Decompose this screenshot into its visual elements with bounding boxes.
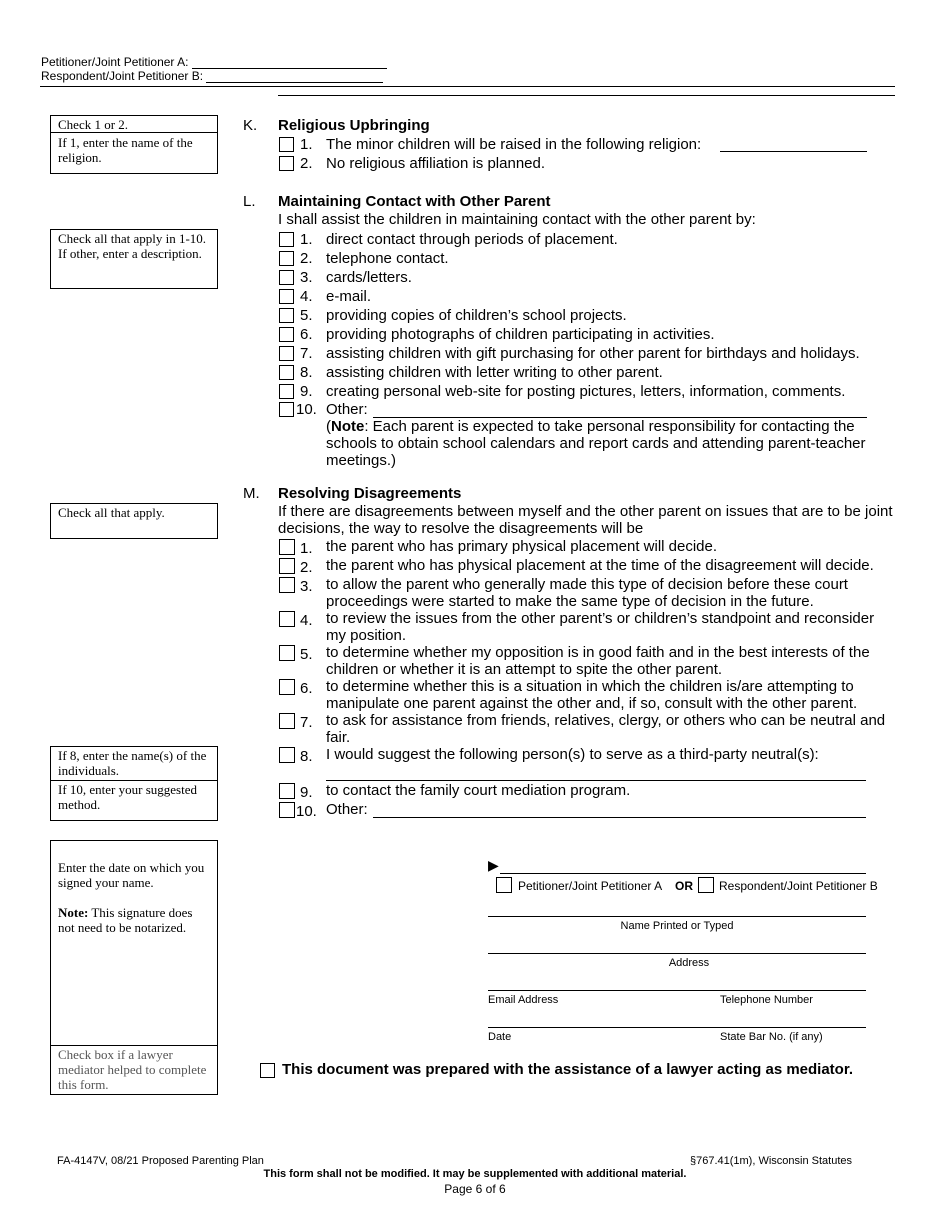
section-l-item-5-checkbox[interactable] [279,308,294,323]
party-b-checkbox[interactable] [698,877,714,893]
respondent-header [41,69,383,83]
phone-label: Telephone Number [720,994,813,1006]
section-m-item-5-text: to determine whether my opposition is in good faith and in the best interests of the children or whether it is an attempt to spite the other parent. [326,644,870,678]
mediator-instruction: Check box if a lawyer mediator helped to complete this form. [58,1047,207,1092]
section-l-item-2-text: telephone contact. [326,250,449,267]
neutral-names-input-line[interactable] [326,780,866,781]
section-l-item-9-number: 9. [300,383,313,400]
petitioner-header [41,55,387,69]
mediator-checkbox[interactable] [260,1063,275,1078]
section-m-item-2-checkbox[interactable] [279,558,295,574]
section-m-item-7-text: to ask for assistance from friends, relatives, clergy, or others who can be neutral and fair. [326,712,886,746]
party-a-checkbox[interactable] [496,877,512,893]
date-label: Date [488,1031,512,1043]
section-l-item-8-text: assisting children with letter writing to other parent. [326,364,663,381]
section-l-item-5-number: 5. [300,307,313,324]
section-m-item-4-text: to review the issues from the other parent’s or children’s standpoint and reconsider my position. [326,610,875,644]
form-id: FA-4147V, 08/21 Proposed Parenting Plan [57,1155,264,1167]
section-m-item-3-text: to allow the parent who generally made this type of decision before these court proceedings were started to make the same type of decision in the future. [326,576,848,610]
section-m-item-6-text: to determine whether this is a situation in which the children is/are attempting to manipulate one parent against the other and, if so, consult with the other parent. [326,678,858,712]
section-l-item-9-text: creating personal web-site for posting pictures, letters, information, comments. [326,383,846,400]
section-l-item-7-number: 7. [300,345,313,362]
section-l-item-9-checkbox[interactable] [279,384,294,399]
instruction-k-line1: Check 1 or 2. [51,116,217,133]
section-m-item-10-number: 10. [296,803,317,820]
signature-arrow-icon: ▶ [488,857,499,873]
footer-notice: This form shall not be modified. It may be supplemented with additional material. [263,1168,687,1180]
section-m-item-5-number: 5. [300,646,313,663]
section-m-item-9-number: 9. [300,784,313,801]
section-l-intro: I shall assist the children in maintaining contact with the other parent by: [278,211,756,228]
section-m-item-2-text: the parent who has physical placement at the time of the disagreement will decide. [326,557,874,574]
section-l-title: Maintaining Contact with Other Parent [278,193,551,210]
section-k-item-2-number: 2. [300,155,313,172]
section-l-note-text: : Each parent is expected to take personal responsibility for contacting the schools to obtain school calendars and report cards and attending parent-teacher meetings.) [326,418,866,469]
respondent-label: Respondent/Joint Petitioner B: [41,69,204,83]
section-l-item-3-checkbox[interactable] [279,270,294,285]
section-k-item-1-text: The minor children will be raised in the following religion: [326,136,702,153]
email-label: Email Address [488,994,559,1006]
section-k-item-1-checkbox[interactable] [279,137,294,152]
section-m-item-6-number: 6. [300,680,313,697]
section-m-item-1-checkbox[interactable] [279,539,295,555]
section-m-item-1-number: 1. [300,540,313,557]
section-m-intro: If there are disagreements between myself and the other parent on issues that are to be joint decisions, the way to resolve the disagreements will be [278,503,893,537]
instruction-box-k [50,115,218,174]
instruction-box-signature [50,840,218,1095]
signature-line[interactable] [500,873,866,874]
section-k-item-2-text: No religious affiliation is planned. [326,155,546,172]
section-l-note: (Note: Each parent is expected to take personal responsibility for contacting the schools to obtain school calendars and report cards and attending parent-teacher meetings.) [326,418,866,469]
party-or-label: OR [675,879,693,893]
m-other-input-line[interactable] [373,817,866,818]
section-l-item-1-number: 1. [300,231,313,248]
section-l-item-2-checkbox[interactable] [279,251,294,266]
section-l-item-7-checkbox[interactable] [279,346,294,361]
section-m-item-9-text: to contact the family court mediation program. [326,782,631,799]
section-m-item-3-number: 3. [300,578,313,595]
name-printed-label: Name Printed or Typed [620,920,734,932]
section-m-item-9-checkbox[interactable] [279,783,295,799]
section-l-item-1-text: direct contact through periods of placement. [326,231,618,248]
instruction-m8: If 8, enter the name(s) of the individuals. [51,747,217,781]
respondent-name-line[interactable] [206,82,383,83]
section-m-item-6-checkbox[interactable] [279,679,295,695]
address-label: Address [668,957,710,969]
instruction-m10: If 10, enter your suggested method. [58,782,197,812]
section-m-item-8-text: I would suggest the following person(s) to serve as a third-party neutral(s): [326,746,819,763]
section-l-item-3-number: 3. [300,269,313,286]
petitioner-label: Petitioner/Joint Petitioner A: [41,55,189,69]
section-k-item-1-number: 1. [300,136,313,153]
section-l-item-10-checkbox[interactable] [279,402,294,417]
section-m-item-8-checkbox[interactable] [279,747,295,763]
section-l-item-4-checkbox[interactable] [279,289,294,304]
section-l-letter: L. [243,193,256,210]
header-divider-short [278,95,895,96]
email-phone-line[interactable] [488,990,866,991]
religion-input-line[interactable] [720,151,867,152]
section-l-item-3-text: cards/letters. [326,269,412,286]
party-a-label: Petitioner/Joint Petitioner A [518,879,663,893]
page-number: Page 6 of 6 [444,1182,506,1196]
instruction-k-line2: If 1, enter the name of the religion. [58,135,193,165]
section-l-note-label: Note [331,418,365,435]
section-m-item-10-text: Other: [326,801,368,818]
section-m-item-10-checkbox[interactable] [279,802,295,818]
bar-number-label: State Bar No. (if any) [720,1031,823,1043]
section-k-letter: K. [243,117,258,134]
section-m-item-1-text: the parent who has primary physical placement will decide. [326,538,718,555]
section-m-item-3-checkbox[interactable] [279,577,295,593]
instruction-box-m8-m10 [50,746,218,821]
section-m-letter: M. [243,485,260,502]
name-printed-line[interactable] [488,916,866,917]
statute-ref: §767.41(1m), Wisconsin Statutes [689,1155,852,1167]
instruction-box-l: Check all that apply in 1-10. If other, enter a description. [50,229,218,289]
section-l-item-5-text: providing copies of children’s school projects. [326,307,627,324]
section-k-title: Religious Upbringing [278,117,430,134]
signature-note-text: This signature does not need to be notarized. [58,905,193,935]
address-line[interactable] [488,953,866,954]
header-divider [40,86,895,87]
date-bar-line[interactable] [488,1027,866,1028]
party-b-label: Respondent/Joint Petitioner B [719,879,878,893]
section-l-item-10-number: 10. [296,401,317,418]
section-l-item-4-number: 4. [300,288,313,305]
instruction-box-m: Check all that apply. [50,503,218,539]
section-l-item-6-checkbox[interactable] [279,327,294,342]
section-l-item-7-text: assisting children with gift purchasing for other parent for birthdays and holidays. [326,345,860,362]
section-m-item-4-checkbox[interactable] [279,611,295,627]
section-l-item-6-number: 6. [300,326,313,343]
section-m-item-7-checkbox[interactable] [279,713,295,729]
mediator-statement: This document was prepared with the assistance of a lawyer acting as mediator. [282,1061,854,1078]
section-l-item-1-checkbox[interactable] [279,232,294,247]
section-l-item-8-number: 8. [300,364,313,381]
section-l-item-2-number: 2. [300,250,313,267]
section-m-item-2-number: 2. [300,559,313,576]
section-l-item-10-text: Other: [326,401,368,418]
section-m-item-4-number: 4. [300,612,313,629]
section-m-item-5-checkbox[interactable] [279,645,295,661]
section-l-item-8-checkbox[interactable] [279,365,294,380]
signature-note-label: Note: [58,905,89,920]
section-l-item-4-text: e-mail. [326,288,372,305]
signature-note [58,905,210,935]
section-l-item-6-text: providing photographs of children participating in activities. [326,326,715,343]
signature-instruction: Enter the date on which you signed your name. [58,860,205,890]
section-m-item-8-number: 8. [300,748,313,765]
section-k-item-2-checkbox[interactable] [279,156,294,171]
section-m-item-7-number: 7. [300,714,313,731]
section-m-title: Resolving Disagreements [278,485,462,502]
